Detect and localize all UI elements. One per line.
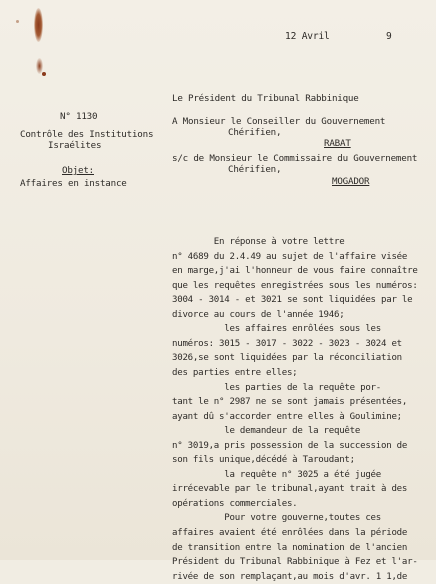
body-line: son fils unique,décédé à Taroudant; — [172, 455, 355, 466]
page-number: 9 — [386, 31, 392, 42]
subject-value: Affaires en instance — [20, 178, 127, 189]
body-line: en marge,j'ai l'honneur de vous faire connaître — [172, 266, 418, 277]
sender-line: Le Président du Tribunal Rabbinique — [172, 93, 359, 104]
body-line: rivée de son remplaçant,au mois d'avr. 1 1,de — [172, 571, 408, 582]
office-line-1: Contrôle des Institutions — [20, 129, 154, 140]
ink-stain-top — [34, 8, 43, 42]
body-line: de transition entre la nomination de l'ancien — [172, 542, 408, 553]
recipient-line-2: Chérifien, — [228, 127, 282, 138]
body-line: le demandeur de la requête — [172, 426, 361, 437]
recipient-line-1: A Monsieur le Conseiller du Gouvernement — [172, 116, 386, 127]
office-line-2: Israélites — [48, 140, 102, 151]
body-line: tant le n° 2987 ne se sont jamais présentées, — [172, 397, 408, 408]
letter-date: 12 Avril — [285, 31, 330, 42]
body-line: affaires avaient été enrôlées dans la période — [172, 528, 408, 538]
recipient-city: RABAT — [324, 138, 351, 149]
body-line: les affaires enrôlées sous les — [172, 324, 381, 335]
body-line: des parties entre elles; — [172, 367, 298, 378]
body-line: divorce au cours de l'année 1946; — [172, 309, 345, 320]
reference-number: N° 1130 — [60, 111, 98, 122]
body-line: les parties de la requête por- — [172, 382, 381, 393]
body-line: n° 3019,a pris possession de la succession de — [172, 440, 408, 451]
ink-speck — [16, 20, 19, 23]
body-line: que les requêtes enregistrées sous les numéros: — [172, 280, 418, 291]
body-line: numéros: 3015 - 3017 - 3022 - 3023 - 3024 et — [172, 338, 402, 349]
body-line: 3004 - 3014 - et 3021 se sont liquidées par le — [172, 295, 413, 306]
body-line: Pour votre gouverne,toutes ces — [172, 513, 381, 524]
body-line: n° 4689 du 2.4.49 au sujet de l'affaire visée — [172, 251, 408, 262]
body-line: opérations commerciales. — [172, 498, 298, 509]
via-city: MOGADOR — [332, 176, 370, 187]
body-line: Président du Tribunal Rabbinique à Fez et l'ar- — [172, 557, 418, 568]
body-line: 3026,se sont liquidées par la réconciliation — [172, 353, 402, 364]
ink-stain-low — [42, 72, 46, 76]
via-line-2: Chérifien, — [228, 164, 282, 175]
via-line-1: s/c de Monsieur le Commissaire du Gouvernement — [172, 153, 418, 164]
body-line: irrécevable par le tribunal,ayant trait à des — [172, 484, 408, 495]
subject-label: Objet: — [62, 165, 94, 176]
body-line: la requête n° 3025 a été jugée — [172, 469, 381, 480]
body-line: ayant dû s'accorder entre elles à Goulimine; — [172, 411, 402, 422]
body-line: En réponse à votre lettre — [172, 237, 345, 247]
